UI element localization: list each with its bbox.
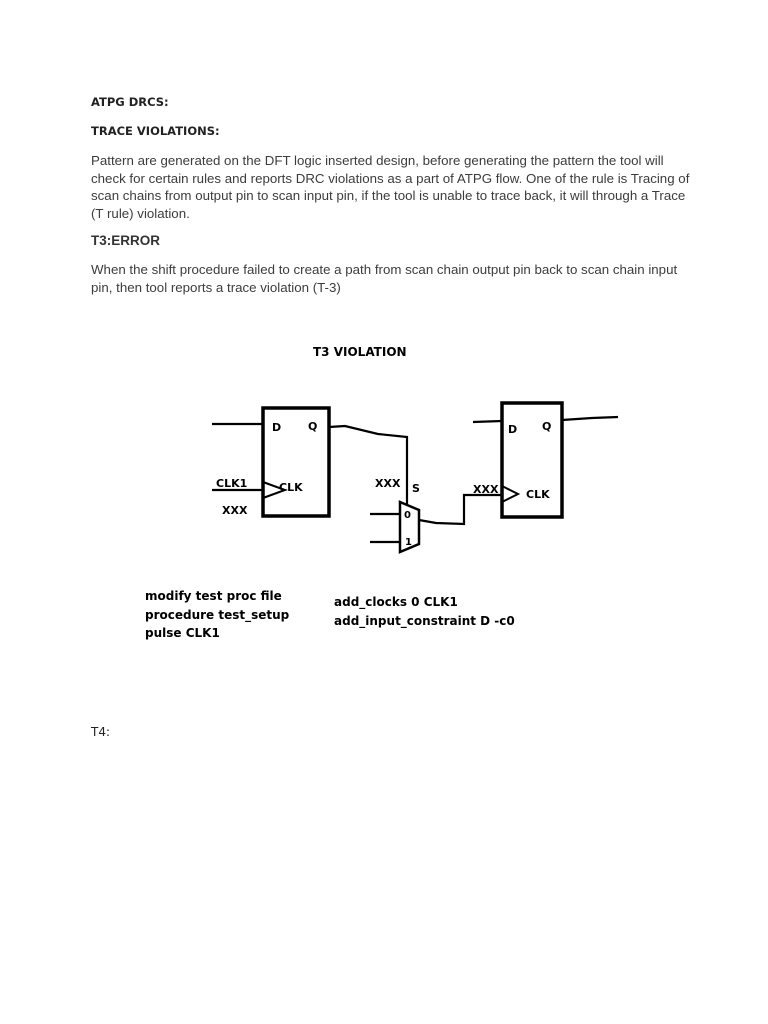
ff1-clock-input-label: CLK1 (216, 477, 248, 490)
diagram-title: T3 VIOLATION (313, 345, 407, 359)
mux-select-value-label: XXX (375, 477, 401, 490)
intro-paragraph: Pattern are generated on the DFT logic inserted design, before generating the pattern the tool will check for certain rules and reports DRC violations as a part of ATPG flow. One of the rule is Tracing of scan chains from output pin to scan input pin, if the tool is unable to trace back, it will through a Trace (T rule) violation. (91, 153, 690, 221)
mux-select-label: S (412, 482, 420, 495)
ff1-q-label: Q (308, 420, 318, 433)
ff2-clk-label: CLK (526, 488, 550, 501)
ff1-clock-value-label: XXX (222, 504, 248, 517)
mux-input0-label: 0 (404, 510, 411, 521)
test-proc-notes (145, 587, 289, 643)
ff2-q-wire (562, 417, 618, 420)
note-line: add_clocks 0 CLK1 (334, 595, 458, 609)
note-line: pulse CLK1 (145, 626, 220, 640)
note-line: modify test proc file (145, 589, 282, 603)
ff2-d-wire (473, 421, 502, 422)
ff2-d-label: D (508, 423, 518, 436)
ff2-q-label: Q (542, 420, 552, 433)
ff2-clock-value-label: XXX (473, 483, 499, 496)
mux-input1-label: 1 (405, 537, 412, 548)
mux-out-to-ff2-clk-wire (419, 495, 502, 524)
note-line: procedure test_setup (145, 607, 290, 622)
ff2-clock-triangle (502, 486, 518, 502)
t3-paragraph: When the shift procedure failed to create a path from scan chain output pin back to scan chain input pin, then tool reports a trace violation (T-3) (91, 262, 678, 295)
t4-heading: T4: (91, 725, 111, 739)
note-line: add_input_constraint D -c0 (334, 613, 515, 628)
ff1-q-to-mux-wire (329, 426, 407, 506)
constraint-notes (334, 593, 515, 630)
ff1-clk-label: CLK (279, 481, 303, 494)
document-title: ATPG DRCS: (91, 95, 169, 109)
t3-heading: T3:ERROR (91, 233, 161, 248)
section-heading: TRACE VIOLATIONS: (91, 124, 220, 138)
t3-violation-diagram (0, 330, 768, 570)
ff1-d-label: D (272, 421, 282, 434)
